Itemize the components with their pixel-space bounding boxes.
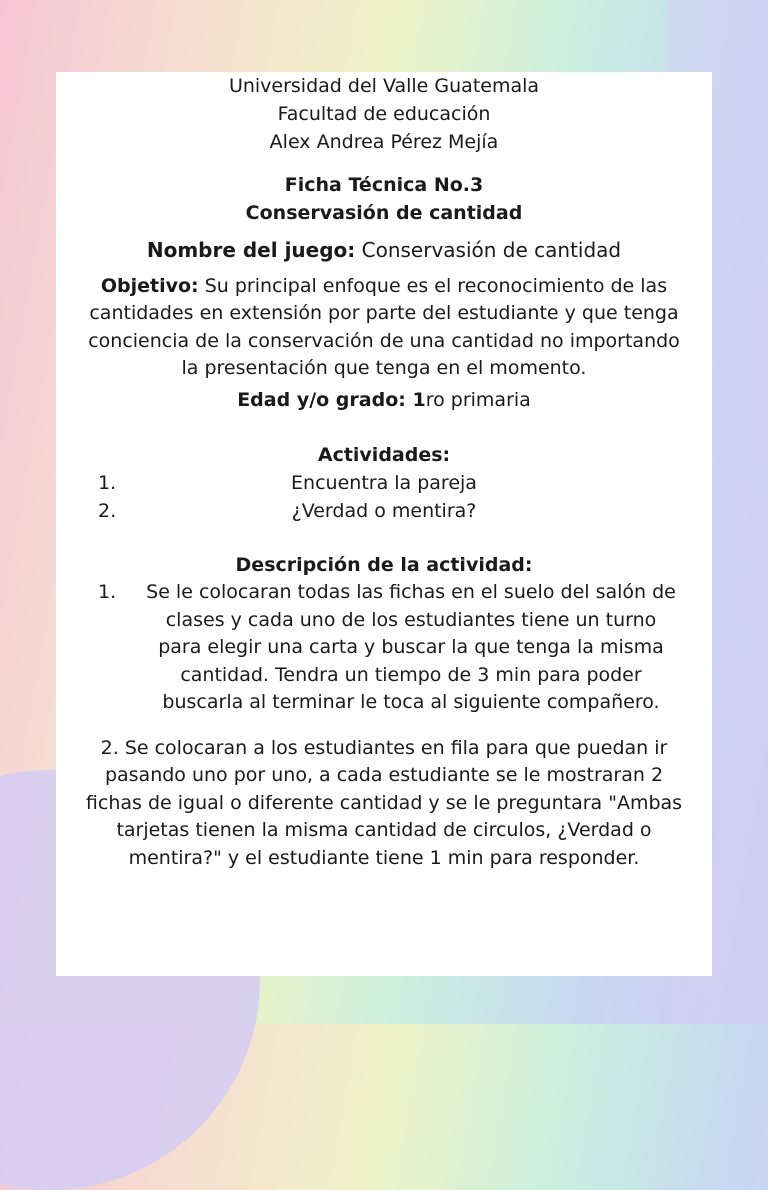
game-name-value: Conservasión de cantidad [355, 238, 622, 262]
age-label: Edad y/o grado: 1 [237, 388, 426, 411]
description-title: Descripción de la actividad: [235, 553, 533, 576]
age-value: ro primaria [425, 388, 531, 411]
activities-title: Actividades: [317, 444, 451, 466]
game-name-label: Nombre del juego: [146, 238, 356, 262]
age-line [80, 387, 688, 415]
faculty-name: Facultad de educación [277, 103, 491, 125]
header [80, 72, 688, 156]
objective-label: Objetivo: [100, 274, 199, 297]
description-item-text: Se le colocaran todas las fichas en el suelo del salón de clases y cada uno de los estudiantes tiene un turno para elegir una carta y buscar la que tenga la misma cantidad. Tendra un tiempo de 3 min para poder buscarla al terminar le toca al siguiente compañero. [146, 581, 676, 713]
description-item-2: 2. Se colocaran a los estudiantes en fila para que puedan ir pasando uno por uno, a cada estudiante se le mostraran 2 fichas de igual o diferente cantidad y se le preguntara "Ambas tarjetas tienen la misma cantidad de circulos, ¿Verdad o mentira?" y el estudiante tiene 1 min para responder. [85, 736, 683, 869]
list-item-text: ¿Verdad o mentira? [291, 499, 477, 522]
list-item-text: Encuentra la pareja [291, 471, 477, 494]
list-item-number: 1. [98, 471, 117, 494]
university-name: Universidad del Valle Guatemala [228, 75, 540, 97]
list-item [80, 470, 688, 498]
description-item-1 [80, 579, 688, 717]
document-subtitle: Conservasión de cantidad [245, 201, 523, 224]
objective-text: Su principal enfoque es el reconocimiento de las cantidades en extensión por parte del estudiante y que tenga conciencia de la conservación de una cantidad no importando la presentación que tenga en el momento. [88, 274, 680, 379]
document-card [56, 72, 712, 976]
description-item-number: 1. [98, 581, 117, 603]
activities-list [80, 470, 688, 526]
author-name: Alex Andrea Pérez Mejía [269, 131, 499, 153]
title-block [80, 172, 688, 227]
game-name-line [80, 237, 688, 265]
list-item [80, 498, 688, 526]
list-item-number: 2. [98, 499, 117, 522]
objective-paragraph [80, 273, 688, 383]
document-title: Ficha Técnica No.3 [284, 174, 484, 196]
